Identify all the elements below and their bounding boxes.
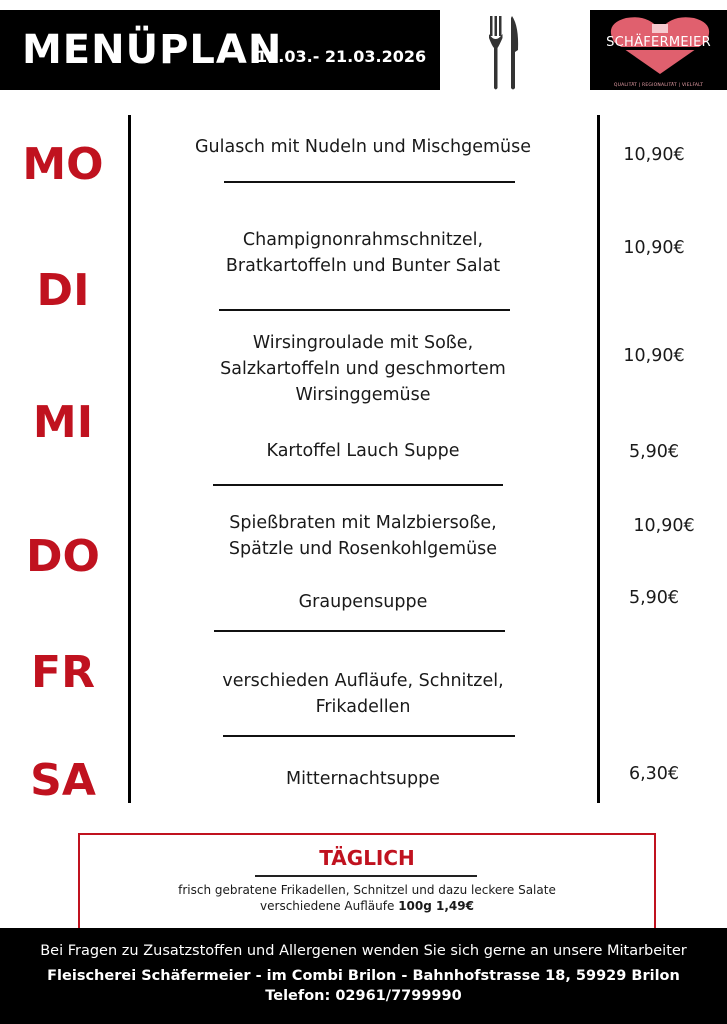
dish-line: Frikadellen	[315, 697, 411, 717]
divider-line	[223, 735, 515, 737]
daily-title: TÄGLICH	[319, 846, 415, 870]
daily-text-part: verschiedene Aufläufe	[260, 899, 399, 913]
dish-line: Mitternachtsuppe	[286, 769, 440, 789]
dish-fr	[140, 668, 586, 720]
day-di: DI	[36, 265, 90, 316]
dish-mo	[140, 134, 586, 160]
logo-name: SCHÄFERMEIER	[606, 35, 711, 50]
cutlery-icon	[486, 14, 522, 92]
price-do-main: 10,90€	[633, 516, 695, 536]
divider-line	[255, 875, 477, 877]
right-divider	[597, 115, 600, 803]
daily-text	[78, 898, 656, 914]
dish-sa	[140, 766, 586, 792]
logo-tagline: QUALITÄT | REGIONALITÄT | VIELFALT	[613, 83, 704, 88]
day-sa: SA	[30, 755, 96, 806]
dish-line: Salzkartoffeln und geschmortem	[220, 359, 506, 379]
footer-allergen-note: Bei Fragen zu Zusatzstoffen und Allergenen wenden Sie sich gerne an unsere Mitarbeiter	[40, 943, 687, 959]
divider-line	[219, 309, 510, 311]
dish-line: Wirsinggemüse	[295, 385, 431, 405]
price-mi-soup: 5,90€	[628, 442, 680, 462]
daily-price: 100g 1,49€	[398, 899, 474, 913]
price-mo: 10,90€	[623, 145, 685, 165]
price-di: 10,90€	[623, 238, 685, 258]
day-mi: MI	[32, 397, 94, 448]
dish-line: Spätzle und Rosenkohlgemüse	[228, 539, 498, 559]
dish-line: Kartoffel Lauch Suppe	[266, 441, 460, 461]
dish-do-main	[140, 510, 586, 562]
left-divider	[128, 115, 131, 803]
dish-do-soup	[140, 589, 586, 615]
day-do: DO	[26, 531, 100, 582]
dish-line: verschieden Aufläufe, Schnitzel,	[222, 671, 504, 691]
date-range: 16.03.- 21.03.2026	[256, 47, 427, 66]
footer-address: Fleischerei Schäfermeier - im Combi Brilon - Bahnhofstrasse 18, 59929 Brilon	[47, 968, 680, 984]
price-do-soup: 5,90€	[628, 588, 680, 608]
dish-line: Wirsingroulade mit Soße,	[252, 333, 474, 353]
dish-line: Spießbraten mit Malzbiersoße,	[229, 513, 497, 533]
dish-line: Champignonrahmschnitzel,	[242, 230, 484, 250]
divider-line	[213, 484, 503, 486]
day-fr: FR	[31, 647, 95, 698]
page-title: MENÜPLAN	[22, 27, 283, 73]
dish-line: Graupensuppe	[298, 592, 428, 612]
dish-mi-soup	[140, 438, 586, 464]
price-sa: 6,30€	[628, 764, 680, 784]
footer-phone: Telefon: 02961/7799990	[265, 988, 462, 1004]
dish-di	[140, 227, 586, 279]
day-mo: MO	[22, 139, 104, 190]
dish-line: Gulasch mit Nudeln und Mischgemüse	[194, 137, 532, 157]
daily-text: frisch gebratene Frikadellen, Schnitzel und dazu leckere Salate	[178, 883, 556, 897]
divider-line	[224, 181, 515, 183]
price-mi-main: 10,90€	[623, 346, 685, 366]
logo	[590, 10, 727, 90]
dish-mi-main	[140, 330, 586, 408]
dish-line: Bratkartoffeln und Bunter Salat	[225, 256, 501, 276]
divider-line	[214, 630, 505, 632]
